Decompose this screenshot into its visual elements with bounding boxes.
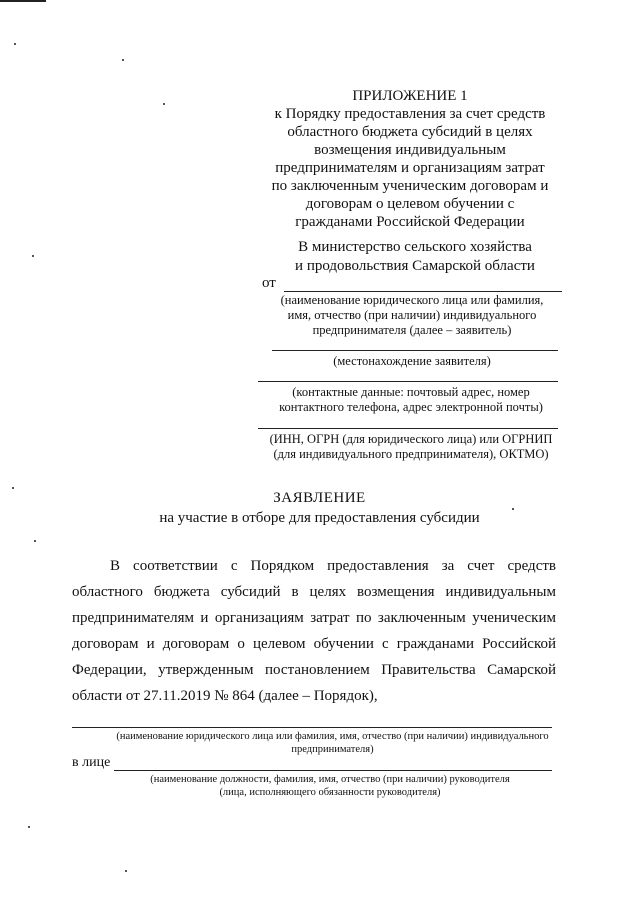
appendix-line: по заключенным ученическим договорам и bbox=[271, 178, 549, 194]
scan-speck bbox=[122, 59, 124, 61]
caption-line: контактного телефона, адрес электронной почты) bbox=[279, 400, 543, 414]
caption-line: предпринимателя (далее – заявитель) bbox=[312, 323, 512, 337]
scan-speck bbox=[32, 255, 34, 257]
scan-speck bbox=[34, 540, 36, 542]
body-line: договорам и договорам о целевом обучении с гражданами Российской bbox=[72, 636, 556, 652]
body-line: области от 27.11.2019 № 864 (далее – Порядок), bbox=[72, 688, 378, 704]
appendix-title: ПРИЛОЖЕНИЕ 1 bbox=[352, 88, 468, 104]
caption-line: (наименование юридического лица или фамилия, bbox=[280, 293, 544, 307]
scan-edge-line bbox=[0, 0, 46, 2]
representative-caption bbox=[120, 773, 540, 799]
applicant-name-caption bbox=[100, 730, 565, 756]
ids-caption bbox=[258, 432, 564, 462]
body-line: областного бюджета субсидий в целях возмещения индивидуальным bbox=[72, 584, 556, 600]
from-field-line[interactable] bbox=[284, 291, 562, 292]
location-caption bbox=[262, 354, 562, 369]
appendix-line: областного бюджета субсидий в целях bbox=[287, 124, 533, 140]
scan-speck bbox=[12, 487, 14, 489]
location-field-line[interactable] bbox=[272, 350, 558, 351]
appendix-line: договорам о целевом обучении с bbox=[305, 196, 515, 212]
scan-speck bbox=[28, 826, 30, 828]
caption-line: (контактные данные: почтовый адрес, номер bbox=[292, 385, 530, 399]
appendix-line: гражданами Российской Федерации bbox=[295, 214, 525, 230]
caption-line: предпринимателя) bbox=[291, 744, 374, 755]
scan-speck bbox=[14, 43, 16, 45]
document-subtitle: на участие в отборе для предоставления субсидии bbox=[159, 510, 480, 526]
appendix-header bbox=[240, 87, 580, 231]
applicant-name-field-line[interactable] bbox=[72, 727, 552, 728]
ids-field-line[interactable] bbox=[258, 428, 558, 429]
body-paragraph bbox=[72, 553, 556, 709]
caption-line: (для индивидуального предпринимателя), ОКТМО) bbox=[273, 447, 549, 461]
contacts-caption bbox=[258, 385, 564, 415]
appendix-line: возмещения индивидуальным bbox=[314, 142, 506, 158]
caption-line: (лица, исполняющего обязанности руководителя) bbox=[219, 787, 441, 798]
appendix-line: предпринимателям и организациям затрат bbox=[275, 160, 545, 176]
caption-line: (наименование юридического лица или фамилия, имя, отчество (при наличии) индивидуального bbox=[116, 731, 549, 742]
representative-field-line[interactable] bbox=[114, 770, 552, 771]
caption-line: (ИНН, ОГРН (для юридического лица) или ОГРНИП bbox=[269, 432, 553, 446]
appendix-line: к Порядку предоставления за счет средств bbox=[274, 106, 546, 122]
caption-line: (местонахождение заявителя) bbox=[333, 354, 491, 368]
addressee-block bbox=[255, 238, 575, 276]
from-field[interactable] bbox=[262, 275, 562, 295]
represented-by-label: в лице bbox=[72, 755, 111, 770]
body-line: предпринимателям и организациям затрат по заключенным ученическим bbox=[72, 610, 556, 626]
addressee-line: и продовольствия Самарской области bbox=[295, 258, 535, 274]
scan-speck bbox=[163, 103, 165, 105]
applicant-caption bbox=[262, 293, 562, 338]
contacts-field-line[interactable] bbox=[258, 381, 558, 382]
from-label: от bbox=[262, 275, 276, 291]
body-line: Федерации, утвержденным постановлением Правительства Самарской bbox=[72, 662, 556, 678]
caption-line: (наименование должности, фамилия, имя, отчество (при наличии) руководителя bbox=[150, 774, 510, 785]
document-title: ЗАЯВЛЕНИЕ bbox=[273, 490, 366, 506]
scan-speck bbox=[125, 870, 127, 872]
body-line: В соответствии с Порядком предоставления за счет средств bbox=[110, 558, 556, 574]
caption-line: имя, отчество (при наличии) индивидуального bbox=[287, 308, 537, 322]
addressee-line: В министерство сельского хозяйства bbox=[298, 239, 532, 255]
